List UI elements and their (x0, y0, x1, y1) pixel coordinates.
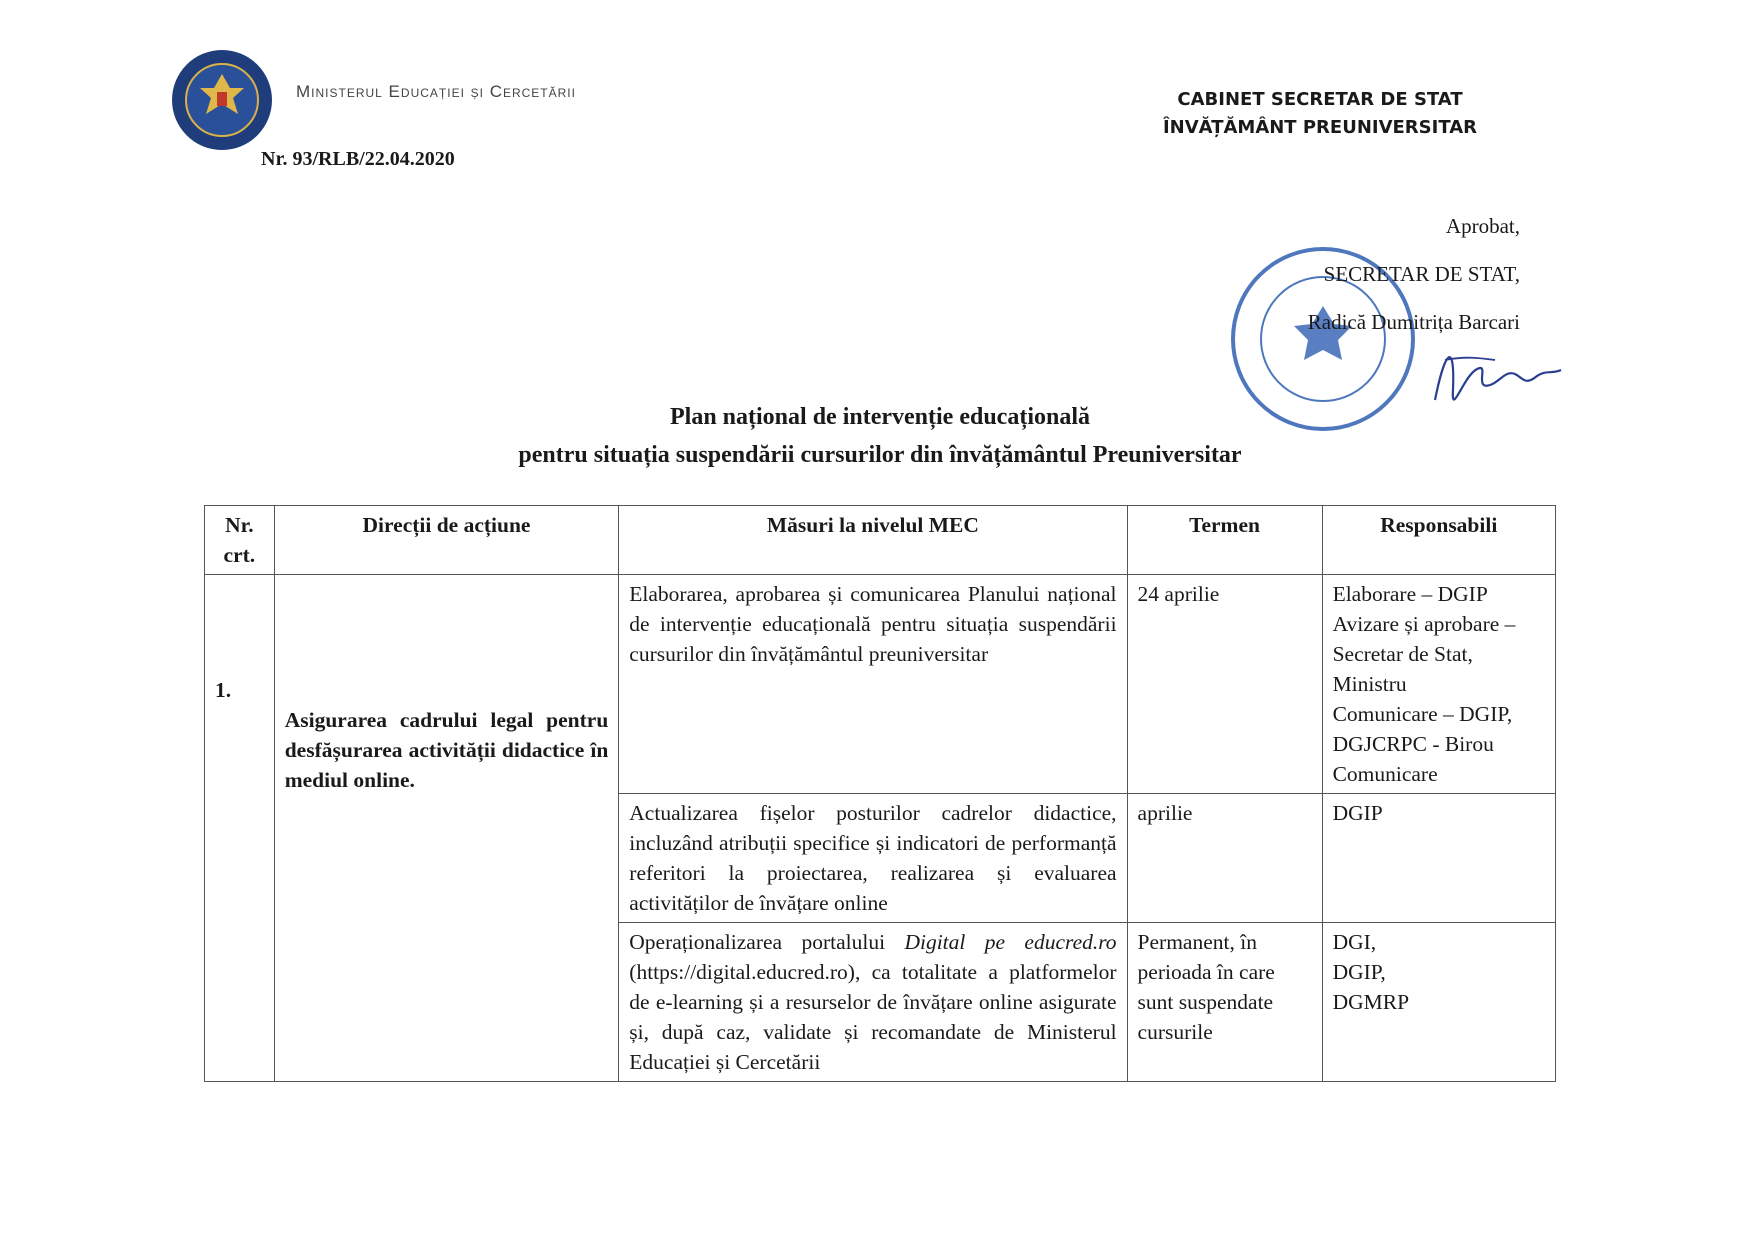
header-masuri: Măsuri la nivelul MEC (619, 506, 1127, 575)
document-title (200, 398, 1560, 474)
table-row (205, 575, 1556, 794)
measure-cell: Actualizarea fișelor posturilor cadrelor didactice, incluzând atribuții specifice și indicatori de performanță referitori la proiectarea, realizarea și evaluarea activităților de învățare online (619, 794, 1127, 923)
title-line-2: pentru situația suspendării cursurilor din învățământul Preuniversitar (518, 442, 1242, 468)
deadline-cell: 24 aprilie (1127, 575, 1322, 794)
approval-role: SECRETAR DE STAT, (1323, 262, 1520, 286)
government-logo (170, 48, 274, 152)
header-directii: Direcții de acțiune (274, 506, 619, 575)
responsible-cell (1322, 794, 1555, 923)
responsible-line: Avizare și aprobare – Secretar de Stat, Ministru (1332, 612, 1516, 696)
deadline-cell: Permanent, în perioada în care sunt suspendate cursurile (1127, 923, 1322, 1082)
action-direction-cell (274, 575, 619, 1082)
approval-person: Radică Dumitrița Barcari (1307, 310, 1520, 334)
intervention-plan-table (204, 505, 1556, 1082)
header-termen: Termen (1127, 506, 1322, 575)
responsible-line: DGMRP (1332, 990, 1410, 1014)
responsible-cell (1322, 923, 1555, 1082)
approval-block (1240, 202, 1520, 346)
measure-cell: Elaborarea, aprobarea și comunicarea Planului național de intervenție educațională pentru situația suspendării cursurilor din învățământul preuniversitar (619, 575, 1127, 794)
measure-text-post: (https://digital.educred.ro), ca totalitate a platformelor de e-learning și a resurselor de învățare online asigurate și, după caz, validate și recomandate de Ministerul Educației și Cercetării (629, 960, 1117, 1074)
title-line-1: Plan național de intervenție educațională (670, 404, 1090, 430)
table-header-row (205, 506, 1556, 575)
responsible-line: Comunicare – DGIP, DGJCRPC - Birou Comunicare (1332, 702, 1513, 786)
cabinet-line-2: ÎNVĂȚĂMÂNT PREUNIVERSITAR (1162, 117, 1478, 138)
approval-label: Aprobat, (1445, 214, 1520, 238)
row-number: 1. (215, 678, 232, 702)
deadline-cell: aprilie (1127, 794, 1322, 923)
responsible-line: DGIP, (1332, 960, 1386, 984)
header-nr: Nr. crt. (205, 506, 275, 575)
responsible-cell (1322, 575, 1555, 794)
cabinet-heading (1140, 86, 1500, 142)
portal-name: Digital pe educred.ro (904, 930, 1117, 954)
responsible-line: Elaborare – DGIP (1332, 582, 1488, 606)
measure-cell (619, 923, 1127, 1082)
ministry-name: Ministerul Educației și Cercetării (296, 82, 576, 101)
responsible-line: DGIP (1332, 801, 1383, 825)
header-responsabili: Responsabili (1322, 506, 1555, 575)
cabinet-line-1: CABINET SECRETAR DE STAT (1177, 89, 1463, 110)
measure-text-pre: Operaționalizarea portalului (629, 930, 905, 954)
document-number: Nr. 93/RLB/22.04.2020 (261, 148, 455, 170)
responsible-line: DGI, (1332, 930, 1377, 954)
row-number-cell (205, 575, 275, 1082)
action-direction: Asigurarea cadrului legal pentru desfășurarea activității didactice în mediul online. (284, 708, 609, 792)
